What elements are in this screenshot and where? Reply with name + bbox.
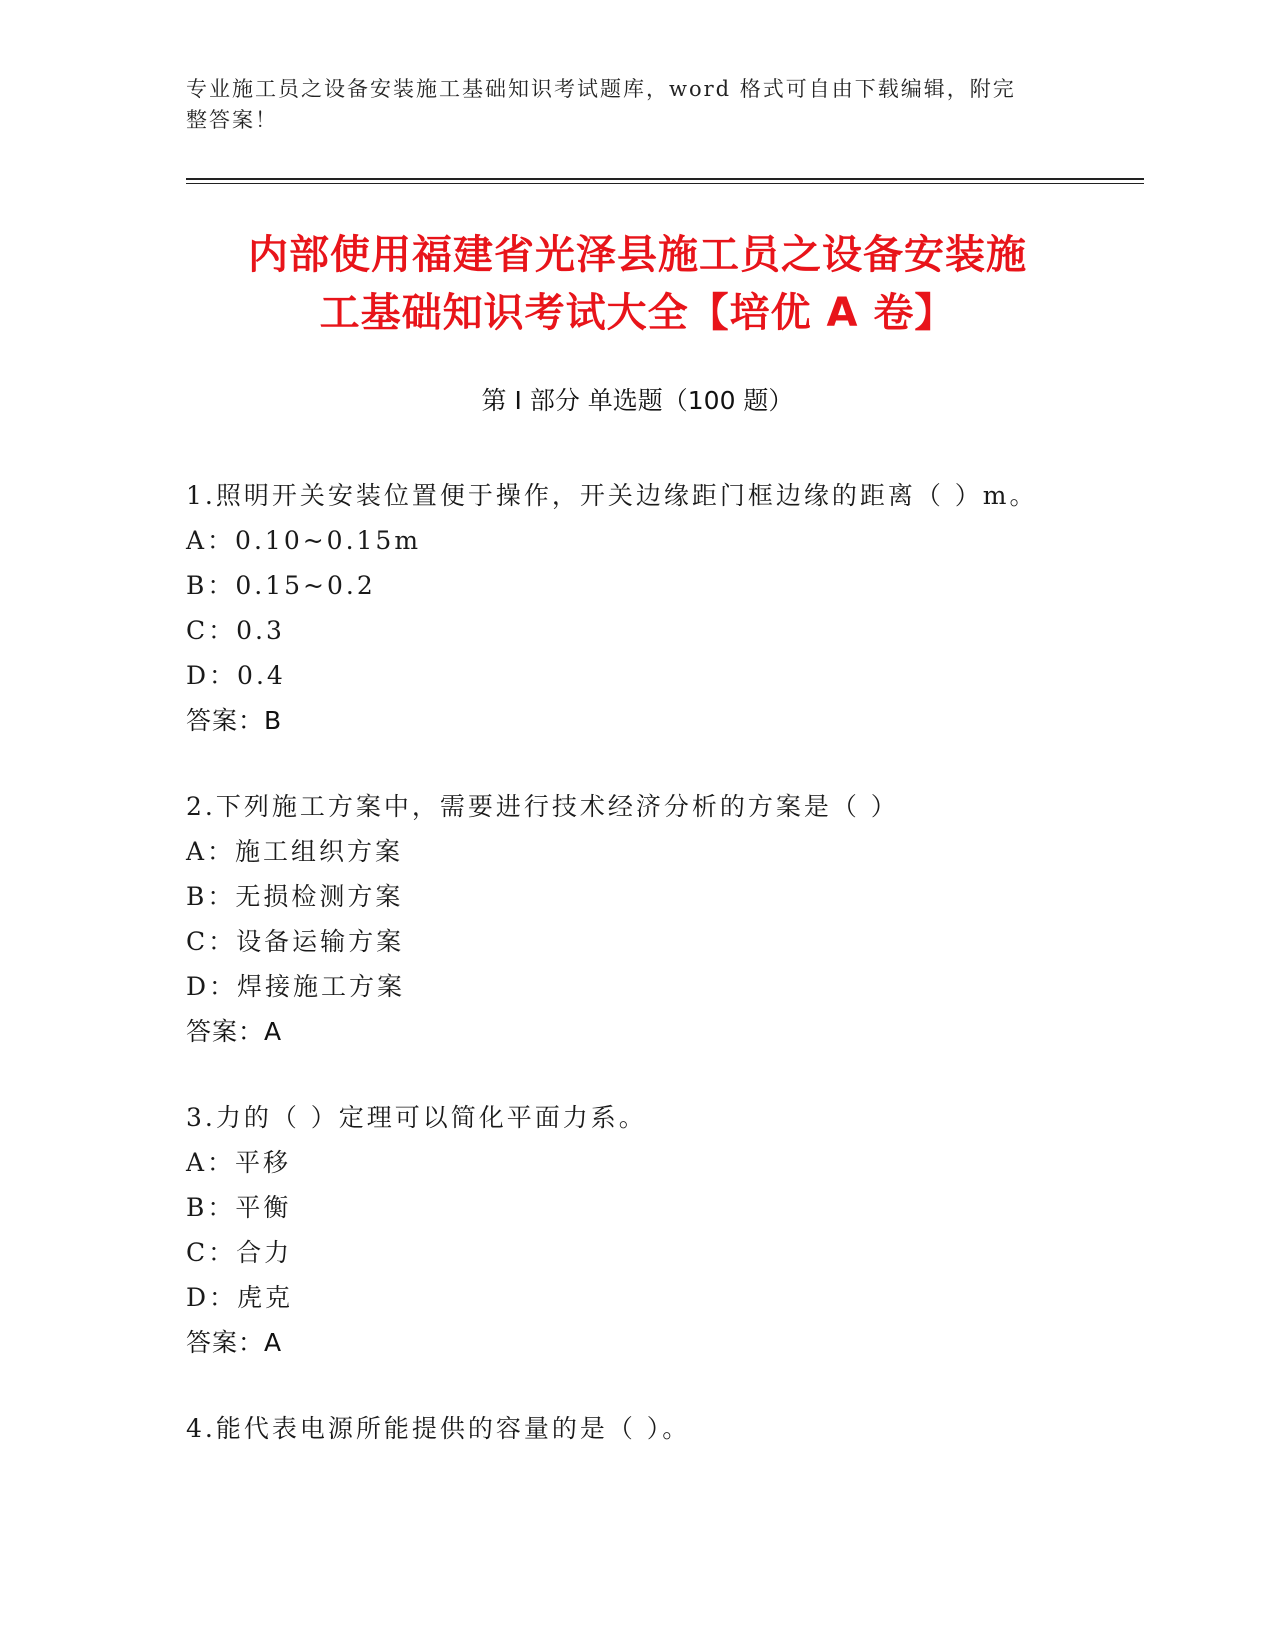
- question-4: [186, 1406, 1146, 1451]
- question-stem: 3.力的（ ）定理可以简化平面力系。: [186, 1103, 647, 1132]
- document-title: [150, 226, 1125, 342]
- option-b: B：无损检测方案: [186, 882, 404, 911]
- option-d: D：0.4: [186, 661, 286, 690]
- answer-line: 答案：A: [186, 1328, 283, 1357]
- question-stem: 4.能代表电源所能提供的容量的是（ ）。: [186, 1414, 691, 1443]
- question-2: [186, 784, 1146, 1054]
- question-stem: 1.照明开关安装位置便于操作，开关边缘距门框边缘的距离（ ）m。: [186, 481, 1038, 510]
- header-divider-thick: [186, 178, 1144, 180]
- option-a: A：施工组织方案: [186, 837, 404, 866]
- option-d: D：虎克: [186, 1283, 294, 1312]
- question-1: [186, 473, 1146, 743]
- answer-line: 答案：B: [186, 706, 283, 735]
- option-c: C：合力: [186, 1238, 293, 1267]
- answer-line: 答案：A: [186, 1017, 283, 1046]
- document-title-line1: 内部使用福建省光泽县施工员之设备安装施: [248, 232, 1027, 278]
- header-note-line2: 整答案！: [186, 108, 278, 132]
- section-heading: 第 I 部分 单选题（100 题）: [481, 386, 794, 415]
- option-a: A：0.10~0.15m: [186, 526, 422, 555]
- option-b: B：0.15~0.2: [186, 571, 376, 600]
- document-title-line2: 工基础知识考试大全【培优 A 卷】: [319, 290, 956, 336]
- question-stem: 2.下列施工方案中，需要进行技术经济分析的方案是（ ）: [186, 792, 899, 821]
- option-c: C：0.3: [186, 616, 285, 645]
- option-b: B：平衡: [186, 1193, 292, 1222]
- option-d: D：焊接施工方案: [186, 972, 406, 1001]
- header-note-line1: 专业施工员之设备安装施工基础知识考试题库，word 格式可自由下载编辑，附完: [186, 77, 1016, 101]
- question-3: [186, 1095, 1146, 1365]
- header-divider-thin: [186, 183, 1144, 184]
- question-list: [186, 473, 1146, 1492]
- header-note: [186, 74, 1066, 136]
- option-a: A：平移: [186, 1148, 292, 1177]
- option-c: C：设备运输方案: [186, 927, 405, 956]
